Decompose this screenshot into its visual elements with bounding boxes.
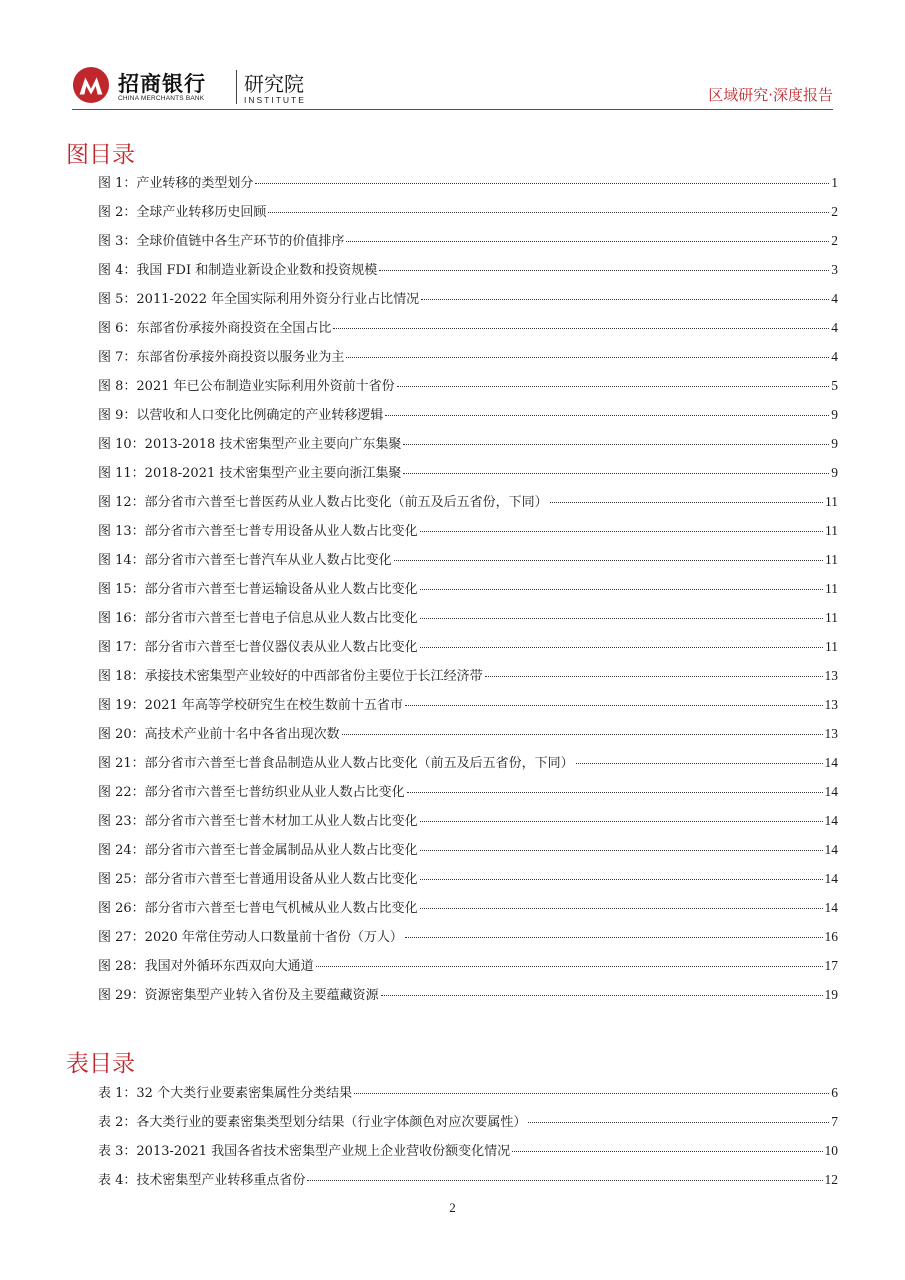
dot-leader	[342, 734, 823, 735]
figure-entry-label: 图 20：高技术产业前十名中各省出现次数	[98, 727, 340, 742]
figure-entry[interactable]	[98, 172, 838, 201]
figure-entry-label: 图 9：以营收和人口变化比例确定的产业转移逻辑	[98, 408, 384, 423]
figure-list-title: 图目录	[66, 142, 135, 168]
dot-leader	[381, 995, 823, 996]
figure-entry-page: 13	[824, 726, 838, 741]
dot-leader	[528, 1122, 829, 1123]
figure-entry[interactable]	[98, 694, 838, 723]
table-entry-label: 表 4：技术密集型产业转移重点省份	[98, 1173, 306, 1188]
figure-entry-label: 图 25：部分省市六普至七普通用设备从业人数占比变化	[98, 872, 418, 887]
figure-entry-page: 2	[831, 233, 838, 248]
figure-entry[interactable]	[98, 549, 838, 578]
figure-entry-page: 2	[831, 204, 838, 219]
dot-leader	[333, 328, 829, 329]
dot-leader	[255, 183, 829, 184]
figure-entry[interactable]	[98, 926, 838, 955]
figure-entry-page: 14	[824, 842, 838, 857]
figure-entry-label: 图 5：2011-2022 年全国实际利用外资分行业占比情况	[98, 292, 420, 307]
figure-entry-label: 图 29：资源密集型产业转入省份及主要蕴藏资源	[98, 988, 379, 1003]
figure-entry-page: 17	[824, 958, 838, 973]
figure-list	[98, 172, 838, 1013]
figure-entry-label: 图 28：我国对外循环东西双向大通道	[98, 959, 314, 974]
logo-divider	[236, 70, 237, 104]
figure-entry-label: 图 17：部分省市六普至七普仪器仪表从业人数占比变化	[98, 640, 418, 655]
page-number: 2	[449, 1200, 456, 1215]
dot-leader	[420, 879, 823, 880]
figure-entry[interactable]	[98, 781, 838, 810]
dot-leader	[403, 444, 829, 445]
bank-name-cn: 招商银行	[118, 72, 206, 96]
figure-entry-label: 图 8：2021 年已公布制造业实际利用外资前十省份	[98, 379, 395, 394]
figure-entry[interactable]	[98, 375, 838, 404]
cmb-logo-icon	[72, 66, 110, 104]
figure-entry-label: 图 22：部分省市六普至七普纺织业从业人数占比变化	[98, 785, 405, 800]
figure-entry-label: 图 4：我国 FDI 和制造业新设企业数和投资规模	[98, 263, 378, 278]
figure-entry[interactable]	[98, 810, 838, 839]
dot-leader	[420, 531, 823, 532]
table-entry[interactable]	[98, 1082, 838, 1111]
figure-entry[interactable]	[98, 839, 838, 868]
dot-leader	[379, 270, 829, 271]
figure-entry[interactable]	[98, 955, 838, 984]
dot-leader	[346, 241, 829, 242]
figure-entry-page: 14	[824, 813, 838, 828]
figure-entry-label: 图 13：部分省市六普至七普专用设备从业人数占比变化	[98, 524, 418, 539]
figure-entry-page: 11	[825, 523, 838, 538]
figure-entry[interactable]	[98, 723, 838, 752]
figure-entry-label: 图 15：部分省市六普至七普运输设备从业人数占比变化	[98, 582, 418, 597]
dot-leader	[385, 415, 829, 416]
figure-entry-page: 11	[825, 581, 838, 596]
table-list	[98, 1082, 838, 1198]
figure-entry-page: 4	[831, 291, 838, 306]
dot-leader	[420, 821, 823, 822]
figure-entry[interactable]	[98, 520, 838, 549]
dot-leader	[397, 386, 830, 387]
figure-entry-page: 9	[831, 407, 838, 422]
table-entry[interactable]	[98, 1111, 838, 1140]
table-entry-page: 6	[831, 1085, 838, 1100]
dot-leader	[420, 850, 823, 851]
figure-entry[interactable]	[98, 230, 838, 259]
dot-leader	[403, 473, 829, 474]
dot-leader	[405, 937, 823, 938]
table-entry[interactable]	[98, 1140, 838, 1169]
figure-entry[interactable]	[98, 462, 838, 491]
table-entry-page: 7	[831, 1114, 838, 1129]
figure-entry[interactable]	[98, 665, 838, 694]
figure-entry-label: 图 18：承接技术密集型产业较好的中西部省份主要位于长江经济带	[98, 669, 483, 684]
figure-entry-page: 11	[825, 610, 838, 625]
figure-entry-label: 图 19：2021 年高等学校研究生在校生数前十五省市	[98, 698, 403, 713]
figure-entry-label: 图 10：2013-2018 技术密集型产业主要向广东集聚	[98, 437, 402, 452]
figure-entry[interactable]	[98, 636, 838, 665]
figure-entry-page: 14	[824, 871, 838, 886]
figure-entry[interactable]	[98, 433, 838, 462]
dot-leader	[346, 357, 829, 358]
figure-entry[interactable]	[98, 578, 838, 607]
figure-entry-label: 图 27：2020 年常住劳动人口数量前十省份（万人）	[98, 930, 403, 945]
table-entry-page: 12	[824, 1172, 838, 1187]
dot-leader	[394, 560, 823, 561]
figure-entry-page: 14	[824, 755, 838, 770]
figure-entry-page: 13	[824, 697, 838, 712]
figure-entry[interactable]	[98, 897, 838, 926]
figure-entry-page: 14	[824, 900, 838, 915]
figure-entry-label: 图 2：全球产业转移历史回顾	[98, 205, 267, 220]
figure-entry[interactable]	[98, 288, 838, 317]
figure-entry-page: 9	[831, 436, 838, 451]
figure-entry[interactable]	[98, 491, 838, 520]
figure-entry[interactable]	[98, 346, 838, 375]
dot-leader	[420, 908, 823, 909]
figure-entry-label: 图 16：部分省市六普至七普电子信息从业人数占比变化	[98, 611, 418, 626]
figure-entry-page: 4	[831, 349, 838, 364]
bank-name-en: CHINA MERCHANTS BANK	[118, 95, 205, 102]
figure-entry[interactable]	[98, 201, 838, 230]
figure-entry-page: 11	[825, 552, 838, 567]
figure-entry-page: 13	[824, 668, 838, 683]
institute-name-en: INSTITUTE	[244, 95, 306, 105]
figure-entry-page: 16	[824, 929, 838, 944]
dot-leader	[550, 502, 823, 503]
dot-leader	[407, 792, 823, 793]
figure-entry-page: 11	[825, 639, 838, 654]
table-entry-page: 10	[824, 1143, 838, 1158]
figure-entry-page: 4	[831, 320, 838, 335]
figure-entry-page: 5	[831, 378, 838, 393]
figure-entry-label: 图 23：部分省市六普至七普木材加工从业人数占比变化	[98, 814, 418, 829]
figure-entry-label: 图 24：部分省市六普至七普金属制品从业人数占比变化	[98, 843, 418, 858]
dot-leader	[268, 212, 829, 213]
figure-entry-page: 1	[831, 175, 838, 190]
dot-leader	[420, 618, 823, 619]
table-entry-label: 表 1：32 个大类行业要素密集属性分类结果	[98, 1086, 353, 1101]
figure-entry-page: 11	[825, 494, 838, 509]
figure-entry-label: 图 7：东部省份承接外商投资以服务业为主	[98, 350, 345, 365]
figure-entry[interactable]	[98, 868, 838, 897]
figure-entry[interactable]	[98, 607, 838, 636]
table-entry-label: 表 3：2013-2021 我国各省技术密集型产业规上企业营收份额变化情况	[98, 1144, 511, 1159]
institute-name-cn: 研究院	[244, 72, 304, 96]
figure-entry-label: 图 1：产业转移的类型划分	[98, 176, 254, 191]
figure-entry[interactable]	[98, 317, 838, 346]
figure-entry-label: 图 14：部分省市六普至七普汽车从业人数占比变化	[98, 553, 392, 568]
figure-entry-page: 3	[831, 262, 838, 277]
dot-leader	[420, 589, 823, 590]
dot-leader	[405, 705, 823, 706]
figure-entry[interactable]	[98, 984, 838, 1013]
figure-entry-page: 9	[831, 465, 838, 480]
dot-leader	[512, 1151, 822, 1152]
figure-entry-page: 19	[824, 987, 838, 1002]
figure-entry-label: 图 3：全球价值链中各生产环节的价值排序	[98, 234, 345, 249]
dot-leader	[576, 763, 823, 764]
dot-leader	[316, 966, 823, 967]
figure-entry-page: 14	[824, 784, 838, 799]
figure-entry-label: 图 21：部分省市六普至七普食品制造从业人数占比变化（前五及后五省份，下同）	[98, 756, 574, 771]
dot-leader	[421, 299, 829, 300]
figure-entry[interactable]	[98, 404, 838, 433]
header-divider	[72, 109, 833, 110]
figure-entry[interactable]	[98, 752, 838, 781]
figure-entry-label: 图 6：东部省份承接外商投资在全国占比	[98, 321, 332, 336]
report-type-label: 区域研究·深度报告	[708, 86, 833, 104]
table-entry[interactable]	[98, 1169, 838, 1198]
dot-leader	[485, 676, 823, 677]
figure-entry[interactable]	[98, 259, 838, 288]
dot-leader	[354, 1093, 829, 1094]
dot-leader	[420, 647, 823, 648]
figure-entry-label: 图 11：2018-2021 技术密集型产业主要向浙江集聚	[98, 466, 402, 481]
table-list-title: 表目录	[66, 1051, 135, 1077]
page-header	[72, 62, 833, 110]
figure-entry-label: 图 26：部分省市六普至七普电气机械从业人数占比变化	[98, 901, 418, 916]
table-entry-label: 表 2：各大类行业的要素密集类型划分结果（行业字体颜色对应次要属性）	[98, 1115, 527, 1130]
figure-entry-label: 图 12：部分省市六普至七普医药从业人数占比变化（前五及后五省份，下同）	[98, 495, 548, 510]
dot-leader	[307, 1180, 822, 1181]
